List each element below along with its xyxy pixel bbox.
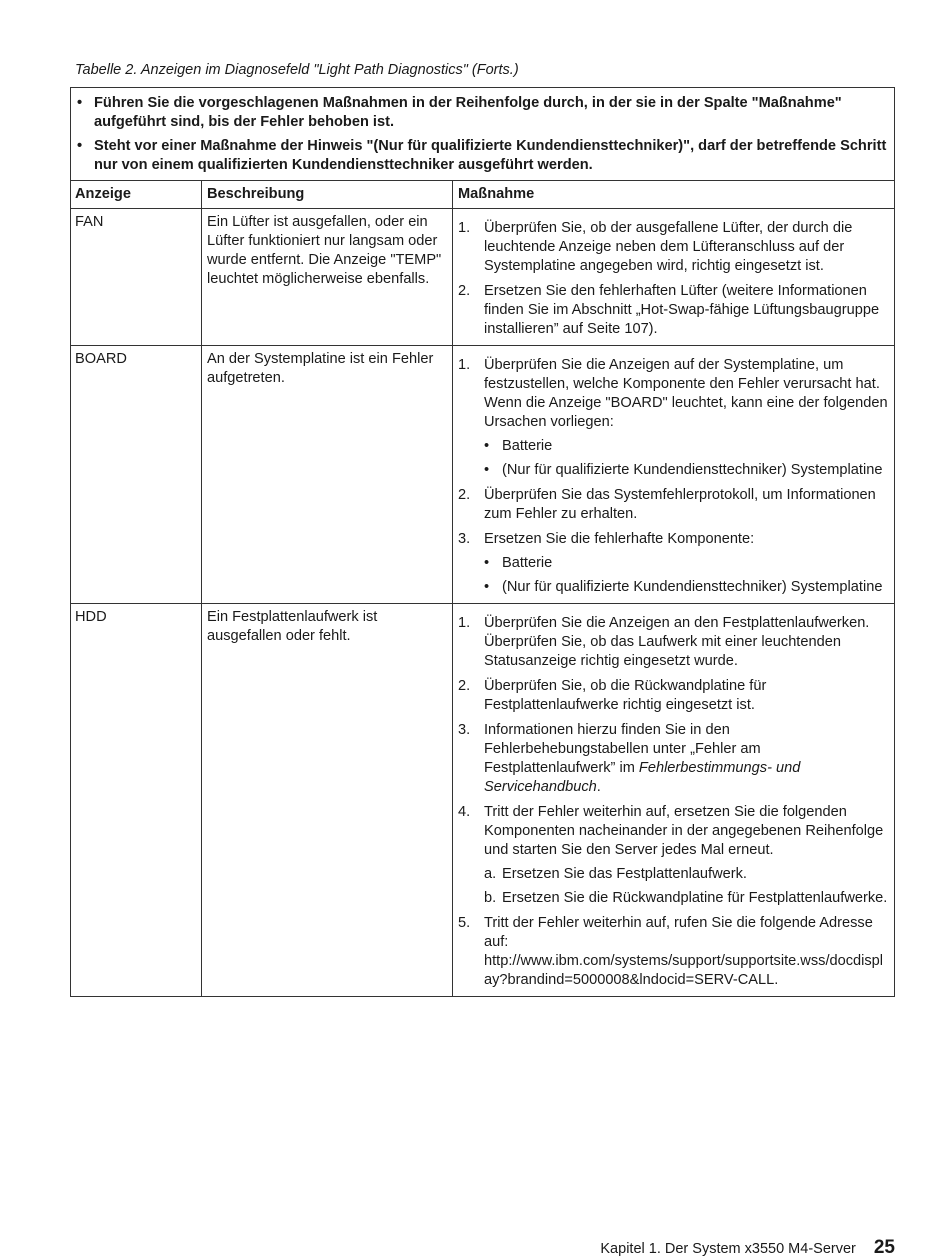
header-beschreibung: Beschreibung bbox=[202, 181, 453, 208]
sub-text: Ersetzen Sie das Festplattenlaufwerk. bbox=[502, 866, 747, 882]
step-item bbox=[458, 282, 891, 339]
page-footer bbox=[600, 1237, 895, 1259]
cell-massnahme bbox=[453, 346, 894, 603]
step-item bbox=[458, 530, 891, 597]
step-item bbox=[458, 486, 891, 524]
sub-marker: b. bbox=[484, 890, 497, 906]
step-text: Überprüfen Sie, ob der ausgefallene Lüfter, der durch die leuchtende Anzeige neben dem Lüfteranschluss auf der Systemplatine angegeben wird, richtig eingesetzt ist. bbox=[484, 220, 853, 274]
step-item bbox=[458, 914, 891, 990]
table-row-fan bbox=[71, 209, 894, 346]
note-item bbox=[75, 94, 890, 132]
step-item bbox=[458, 803, 891, 908]
step-item bbox=[458, 356, 891, 480]
bullet-icon: • bbox=[77, 95, 83, 111]
cell-beschreibung: Ein Lüfter ist ausgefallen, oder ein Lüfter funktioniert nur langsam oder wurde entfernt. Die Anzeige "TEMP" leuchtet möglicherweise ebenfalls. bbox=[202, 209, 453, 345]
sub-item bbox=[484, 461, 891, 480]
note-item bbox=[75, 137, 890, 175]
cell-beschreibung: Ein Festplattenlaufwerk ist ausgefallen oder fehlt. bbox=[202, 604, 453, 996]
step-number: 2. bbox=[458, 283, 471, 299]
diagnostics-table bbox=[70, 87, 895, 997]
table-row-hdd bbox=[71, 604, 894, 996]
manual-title: Fehlerbestimmungs- und Servicehandbuch bbox=[484, 760, 801, 795]
step-text: Überprüfen Sie die Anzeigen auf der Systemplatine, um festzustellen, welche Komponente den Fehler verursacht hat. Wenn die Anzeige "BOARD" leuchtet, kann eine der folgenden Ursachen vorliegen: bbox=[484, 357, 888, 430]
step-number: 1. bbox=[458, 615, 471, 631]
step-text: Ersetzen Sie den fehlerhaften Lüfter (weitere Informationen finden Sie im Abschnitt „Hot-Swap-fähige Lüftungsbaugruppe installieren” auf Seite 107). bbox=[484, 283, 880, 337]
sub-item bbox=[484, 889, 891, 908]
sub-text: Batterie bbox=[502, 555, 553, 571]
step-item bbox=[458, 721, 891, 797]
step-text-part: Informationen hierzu finden Sie in den Fehlerbehebungstabellen unter „Fehler am Festplattenlaufwerk” im bbox=[484, 722, 761, 776]
cell-anzeige: BOARD bbox=[71, 346, 202, 603]
sub-item bbox=[484, 437, 891, 456]
table-caption: Tabelle 2. Anzeigen im Diagnosefeld "Light Path Diagnostics" (Forts.) bbox=[75, 62, 519, 78]
cell-beschreibung: An der Systemplatine ist ein Fehler aufgetreten. bbox=[202, 346, 453, 603]
step-text bbox=[484, 721, 891, 797]
sub-text: (Nur für qualifizierte Kundendiensttechniker) Systemplatine bbox=[502, 462, 883, 478]
bullet-icon: • bbox=[484, 555, 490, 571]
table-row-board bbox=[71, 346, 894, 604]
step-number: 1. bbox=[458, 220, 471, 236]
step-number: 3. bbox=[458, 531, 471, 547]
step-item bbox=[458, 614, 891, 671]
sub-text: (Nur für qualifizierte Kundendiensttechniker) Systemplatine bbox=[502, 579, 883, 595]
page-number: 25 bbox=[873, 1237, 895, 1258]
bullet-icon: • bbox=[484, 438, 490, 454]
sub-text: Ersetzen Sie die Rückwandplatine für Festplattenlaufwerke. bbox=[502, 890, 888, 906]
bullet-icon: • bbox=[77, 138, 83, 154]
step-text-part: . bbox=[596, 779, 601, 795]
table-header bbox=[71, 181, 894, 209]
step-number: 1. bbox=[458, 357, 471, 373]
header-massnahme: Maßnahme bbox=[458, 186, 535, 202]
header-anzeige: Anzeige bbox=[71, 181, 202, 208]
step-number: 5. bbox=[458, 915, 471, 931]
bullet-icon: • bbox=[484, 462, 490, 478]
sub-marker: a. bbox=[484, 866, 497, 882]
step-item bbox=[458, 219, 891, 276]
step-item bbox=[458, 677, 891, 715]
step-number: 3. bbox=[458, 722, 471, 738]
cell-anzeige: HDD bbox=[71, 604, 202, 996]
note-text: Führen Sie die vorgeschlagenen Maßnahmen in der Reihenfolge durch, in der sie in der Spalte "Maßnahme" aufgeführt sind, bis der Fehler behoben ist. bbox=[94, 95, 842, 130]
step-text: Tritt der Fehler weiterhin auf, ersetzen Sie die folgenden Komponenten nacheinander in der angegebenen Reihenfolge und starten Sie den Server jedes Mal erneut. bbox=[484, 804, 884, 858]
step-text: Tritt der Fehler weiterhin auf, rufen Sie die folgende Adresse auf: http://www.ibm.com/systems/support/supportsite.wss/docdisplay?brandind=5000008&lndocid=SERV-CALL. bbox=[484, 915, 884, 988]
note-text: Steht vor einer Maßnahme der Hinweis "(Nur für qualifizierte Kundendiensttechniker)", darf der betreffende Schritt nur von einem qualifizierten Kundendiensttechniker ausgeführt werden. bbox=[94, 138, 887, 173]
step-number: 2. bbox=[458, 487, 471, 503]
step-text: Überprüfen Sie die Anzeigen an den Festplattenlaufwerken. Überprüfen Sie, ob das Laufwerk mit einer leuchtenden Statusanzeige richtig eingesetzt wurde. bbox=[484, 615, 870, 669]
sub-text: Batterie bbox=[502, 438, 553, 454]
cell-anzeige: FAN bbox=[71, 209, 202, 345]
table-notes bbox=[71, 88, 894, 181]
chapter-title: Kapitel 1. Der System x3550 M4-Server bbox=[600, 1241, 856, 1257]
step-text: Ersetzen Sie die fehlerhafte Komponente: bbox=[484, 531, 755, 547]
step-text: Überprüfen Sie das Systemfehlerprotokoll, um Informationen zum Fehler zu erhalten. bbox=[484, 487, 876, 522]
sub-item bbox=[484, 578, 882, 597]
sub-item bbox=[484, 865, 891, 884]
sub-item bbox=[484, 554, 882, 573]
cell-massnahme bbox=[453, 209, 894, 345]
cell-massnahme bbox=[453, 604, 894, 996]
step-number: 4. bbox=[458, 804, 471, 820]
step-number: 2. bbox=[458, 678, 471, 694]
bullet-icon: • bbox=[484, 579, 490, 595]
step-text: Überprüfen Sie, ob die Rückwandplatine für Festplattenlaufwerke richtig eingesetzt ist. bbox=[484, 678, 767, 713]
